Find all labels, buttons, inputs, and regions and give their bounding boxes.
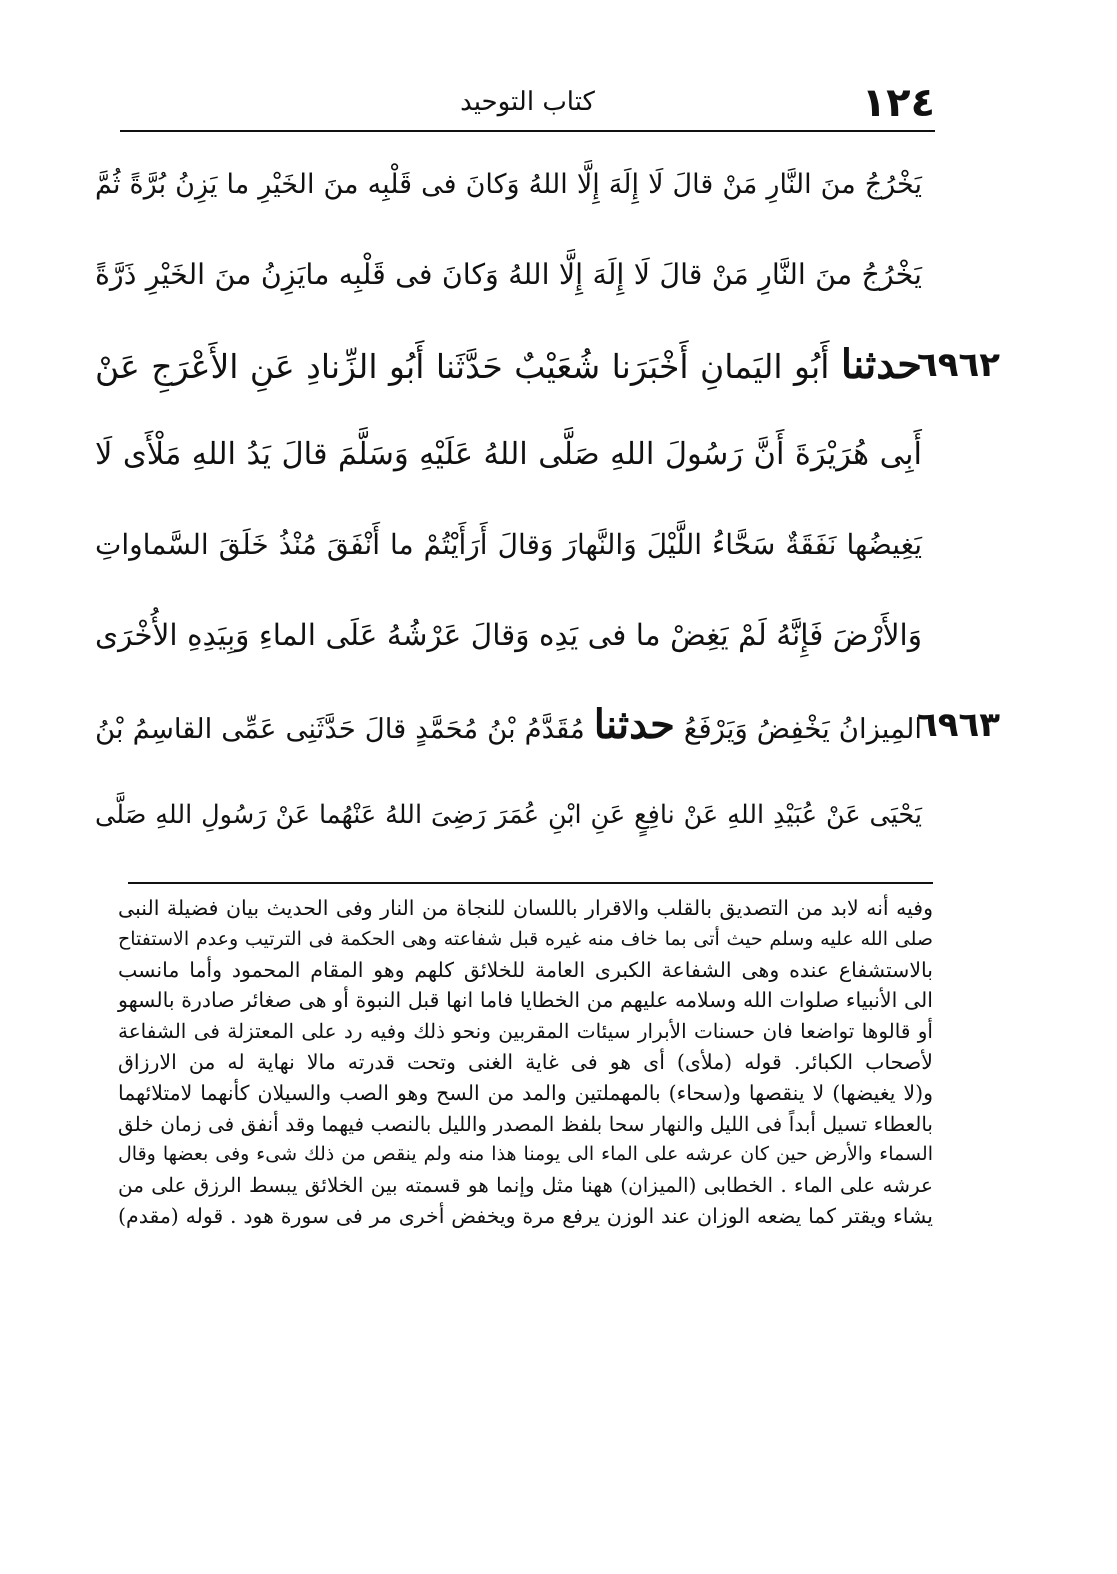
text-line: [95, 775, 1000, 865]
commentary-line: عرشه على الماء . الخطابى (الميزان) ههنا مثل وإنما هو قسمته بين الخلائق يبسط الرزق على من: [118, 1173, 933, 1198]
commentary-text: [118, 893, 933, 1232]
line-text: يَخْرُجُ منَ النَّارِ مَنْ قالَ لَا إِلَهَ إِلَّا اللهُ وَكانَ فى قَلْبِه مايَزِنُ منَ الخَيْرِ ذَرَّةً: [95, 258, 922, 291]
page-number: ١٢٤: [861, 80, 935, 126]
text-line: [95, 685, 1000, 775]
book-title: كتاب التوحيد: [460, 87, 595, 117]
text-line: [95, 595, 1000, 685]
footnote-divider: [128, 882, 933, 884]
hadith-text: [95, 145, 1000, 865]
text-line: [95, 145, 1000, 235]
commentary-line: أو قالوها تواضعا فان حسنات الأبرار سيئات المقربين ونحو ذلك وفيه رد على المعتزلة فى الشفاعة: [118, 1019, 933, 1044]
commentary-line: وفيه أنه لابد من التصديق بالقلب والاقرار باللسان للنجاة من النار وفى الحديث بيان فضيلة النبى: [118, 896, 933, 920]
commentary-line: بالاستشفاع عنده وهى الشفاعة الكبرى العامة للخلائق كلهم وهو المقام المحمود وأما مانسب: [118, 957, 933, 982]
line-text-lead: المِيزانُ يَخْفِضُ وَيَرْفَعُ: [683, 713, 922, 745]
line-text: [95, 685, 922, 769]
line-text: يَغِيضُها نَفَقَةٌ سَحَّاءُ اللَّيْلَ وَالنَّهارَ وَقالَ أَرَأَيْتُمْ ما أَنْفَقَ مُنْذُ خَلَقَ السَّماواتِ: [95, 528, 922, 561]
header-divider: [120, 130, 935, 132]
commentary-line: يشاء ويقتر كما يضعه الوزان عند الوزن يرفع مرة ويخفض أخرى مر فى سورة هود . قوله (مقدم): [118, 1203, 933, 1228]
hadith-number: ٦٩٦٢: [916, 345, 1000, 385]
text-line: [95, 415, 1000, 505]
line-text: أَبِى هُرَيْرَةَ أَنَّ رَسُولَ اللهِ صَلَّى اللهُ عَلَيْهِ وَسَلَّمَ قالَ يَدُ اللهِ مَلْأَى لَا: [95, 437, 922, 472]
hadith-number: ٦٩٦٣: [916, 705, 1000, 745]
narration-keyword: حدثنا: [593, 701, 675, 748]
line-text-body: مُقَدَّمُ بْنُ مُحَمَّدٍ قالَ حَدَّثَنِى عَمِّى القاسِمُ بْنُ: [95, 713, 585, 745]
text-line: [95, 325, 1000, 415]
commentary-line: لأصحاب الكبائر. قوله (ملأى) أى هو فى غاية الغنى وتحت قدرته مالا نهاية له من الارزاق: [118, 1049, 933, 1074]
commentary-line: السماء والأرض حين كان عرشه على الماء الى يومنا هذا منه ولم ينقص من ذلك شىء وفى بعضها وقال: [118, 1143, 933, 1166]
text-line: [95, 505, 1000, 595]
text-line: [95, 235, 1000, 325]
commentary-line: الى الأنبياء صلوات الله وسلامه عليهم من الخطايا فاما انها قبل النبوة أو هى صغائر صادرة بالسهو: [118, 988, 933, 1013]
narration-keyword: حدثنا: [840, 341, 922, 388]
commentary-line: بالعطاء تسيل أبداً فى الليل والنهار سحا بلفظ المصدر والليل بالنصب فيهما وقد أنفق فى زمان خلق: [118, 1111, 933, 1136]
commentary-line: صلى الله عليه وسلم حيث أتى بما خاف منه غيره قبل شفاعته وهى الحكمة فى الترتيب وعدم الاستفتاح: [118, 927, 933, 950]
line-text: يَخْرُجُ منَ النَّارِ مَنْ قالَ لَا إِلَهَ إِلَّا اللهُ وَكانَ فى قَلْبِه منَ الخَيْرِ ما يَزِنُ بُرَّةً ثُمَّ: [95, 169, 922, 200]
page-header: [120, 78, 935, 128]
line-text: [95, 325, 922, 407]
commentary-line: و(لا يغيضها) لا ينقصها و(سحاء) بالمهملتين والمد من السح وهو الصب والسيلان كأنهما لامتلائهما: [118, 1080, 933, 1105]
line-text: يَحْيَى عَنْ عُبَيْدِ اللهِ عَنْ نافِعٍ عَنِ ابْنِ عُمَرَ رَضِىَ اللهُ عَنْهُما عَنْ رَسُولِ اللهِ صَلَّى: [95, 800, 922, 830]
line-text-body: أَبُو اليَمانِ أَخْبَرَنا شُعَيْبٌ حَدَّثَنا أَبُو الزِّنادِ عَنِ الأَعْرَجِ عَنْ: [95, 347, 830, 386]
line-text: وَالأَرْضَ فَإِنَّهُ لَمْ يَغِضْ ما فى يَدِه وَقالَ عَرْشُهُ عَلَى الماءِ وَبِيَدِهِ الأُخْرَى: [95, 618, 922, 652]
